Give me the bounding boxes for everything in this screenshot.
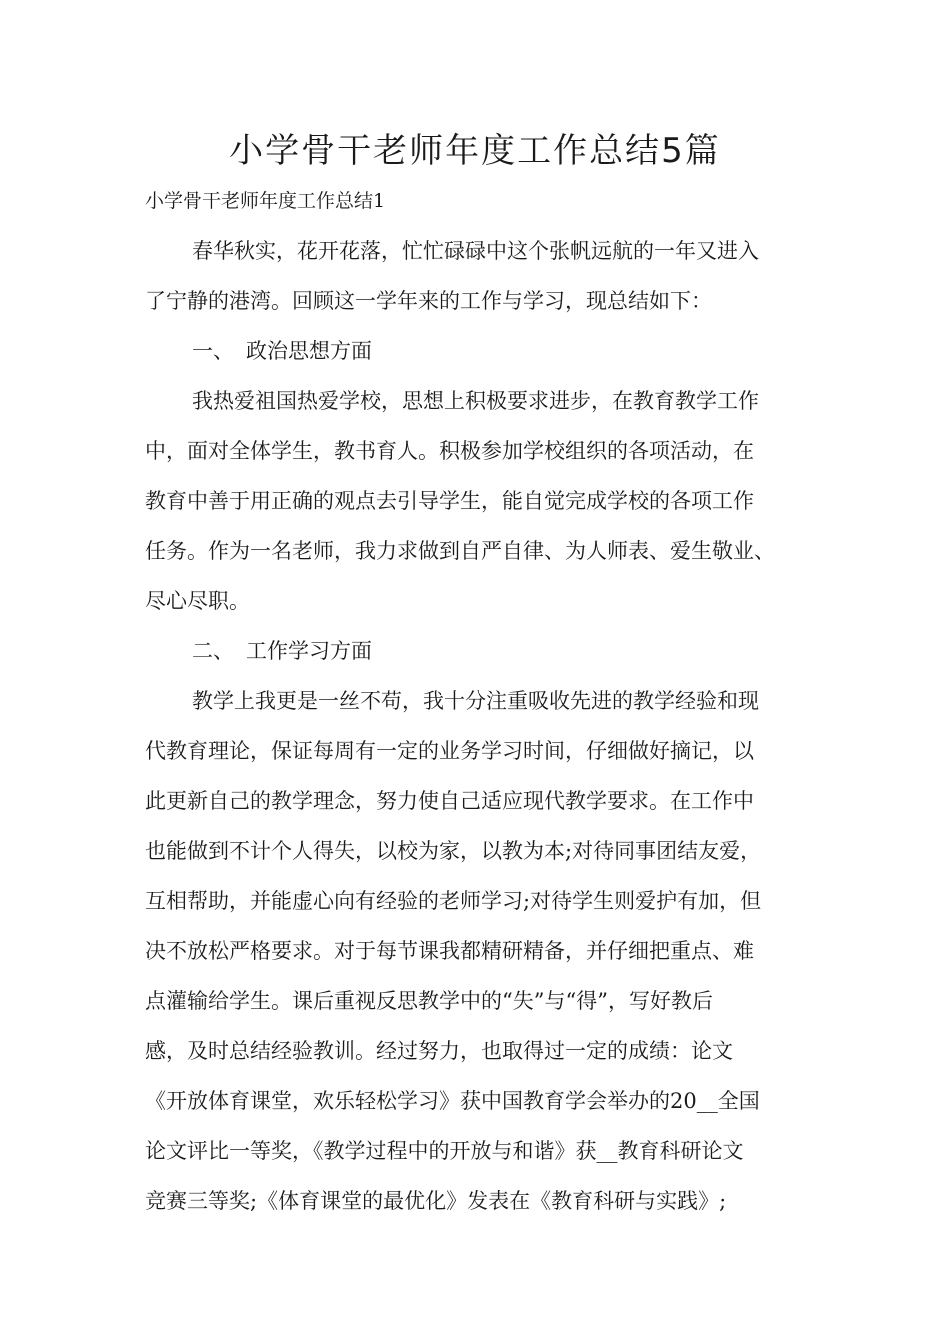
paragraph-line: 竞赛三等奖;《体育课堂的最优化》发表在《教育科研与实践》; — [145, 1189, 727, 1213]
heading-text: 工作学习方面 — [246, 639, 372, 663]
paragraph-line: 尽心尽职。 — [145, 589, 250, 613]
paragraph-line: 我热爱祖国热爱学校，思想上积极要求进步，在教育教学工作 — [192, 389, 759, 413]
paragraph-line: 教育中善于用正确的观点去引导学生，能自觉完成学校的各项工作 — [145, 489, 754, 513]
paragraph-line: 中，面对全体学生，教书育人。积极参加学校组织的各项活动，在 — [145, 439, 754, 463]
heading-number: 二、 — [192, 639, 234, 663]
paragraph-line: 论文评比一等奖，《教学过程中的开放与和谐》获__教育科研论文 — [145, 1139, 744, 1163]
paragraph-line: 教学上我更是一丝不苟，我十分注重吸收先进的教学经验和现 — [192, 689, 759, 713]
paragraph-line: 点灌输给学生。课后重视反思教学中的“失”与“得”，写好教后 — [145, 989, 713, 1013]
section-subtitle: 小学骨干老师年度工作总结1 — [145, 190, 386, 212]
paragraph-line: 春华秋实，花开花落，忙忙碌碌中这个张帆远航的一年又进入 — [192, 239, 759, 263]
paragraph-line: 也能做到不计个人得失，以校为家，以教为本;对待同事团结友爱， — [145, 839, 762, 863]
paragraph-line: 感，及时总结经验教训。经过努力，也取得过一定的成绩：论文 — [145, 1039, 733, 1063]
paragraph-line: 任务。作为一名老师，我力求做到自严自律、为人师表、爱生敬业、 — [145, 539, 775, 563]
paragraph-line: 代教育理论，保证每周有一定的业务学习时间，仔细做好摘记，以 — [145, 739, 754, 763]
paragraph-line: 决不放松严格要求。对于每节课我都精研精备，并仔细把重点、难 — [145, 939, 754, 963]
paragraph-line: 《开放体育课堂，欢乐轻松学习》获中国教育学会举办的20__全国 — [145, 1089, 760, 1113]
document-title: 小学骨干老师年度工作总结5篇 — [229, 131, 721, 171]
heading-number: 一、 — [192, 339, 234, 363]
paragraph-line: 了宁静的港湾。回顾这一学年来的工作与学习，现总结如下： — [145, 289, 712, 313]
paragraph-line: 互相帮助，并能虚心向有经验的老师学习;对待学生则爱护有加，但 — [145, 889, 762, 913]
section-heading — [192, 336, 372, 366]
heading-text: 政治思想方面 — [246, 339, 372, 363]
section-heading — [192, 636, 372, 666]
paragraph-line: 此更新自己的教学理念，努力使自己适应现代教学要求。在工作中 — [145, 789, 754, 813]
